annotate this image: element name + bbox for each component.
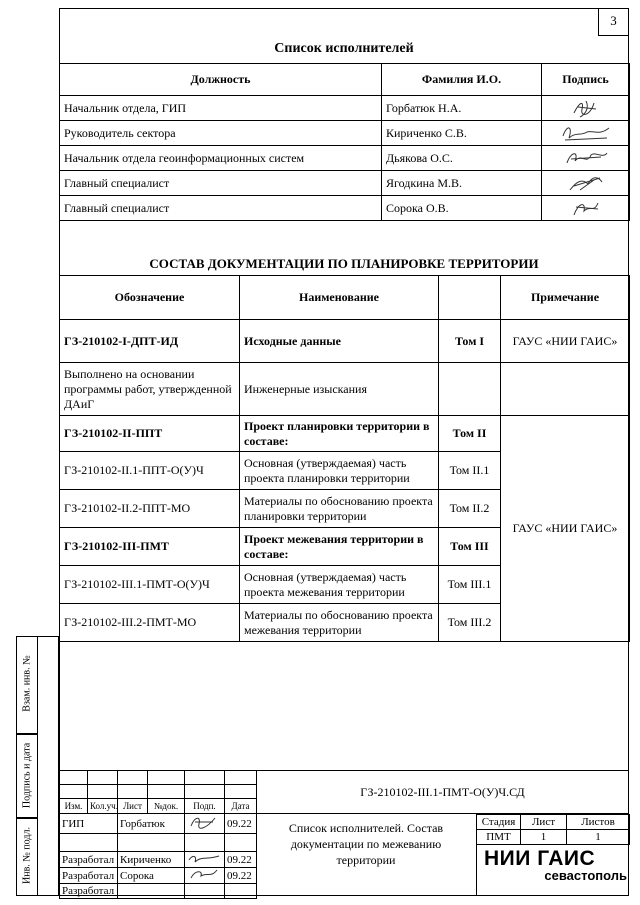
signature-image	[564, 172, 608, 194]
col-list: Лист	[118, 799, 148, 814]
volume-cell: Том III.1	[439, 566, 501, 604]
signature-cell	[542, 121, 630, 146]
designation-cell: ГЗ-210102-II-ППТ	[60, 416, 240, 452]
stamp-signature	[185, 852, 225, 868]
doc-name-cell: Основная (утверждаемая) часть проекта планировки территории	[240, 452, 439, 490]
header-designation: Обозначение	[60, 276, 240, 320]
doc-name-cell: Проект планировки территории в составе:	[240, 416, 439, 452]
designation-cell: ГЗ-210102-I-ДПТ-ИД	[60, 320, 240, 363]
table-row	[60, 363, 630, 416]
stamp-date: 09.22	[225, 814, 257, 834]
sheet-label: Лист	[521, 815, 567, 830]
org-city: севастополь	[544, 868, 627, 883]
doc-name-cell: Инженерные изыскания	[240, 363, 439, 416]
sheet-number: 3	[598, 8, 629, 36]
sheets-value: 1	[567, 830, 630, 845]
signature-cell	[542, 171, 630, 196]
designation-cell: ГЗ-210102-III-ПМТ	[60, 528, 240, 566]
designation-cell: ГЗ-210102-III.2-ПМТ-МО	[60, 604, 240, 642]
doc-name-cell: Основная (утверждаемая) часть проекта межевания территории	[240, 566, 439, 604]
stamp-date: 09.22	[225, 868, 257, 884]
volume-cell: Том II.2	[439, 490, 501, 528]
note-cell	[501, 363, 630, 416]
stamp-row	[60, 852, 257, 868]
side-strip-fill	[38, 636, 59, 896]
table-row	[60, 416, 630, 452]
volume-cell: Том II	[439, 416, 501, 452]
stamp-role: Разработал	[60, 884, 118, 899]
position-cell: Главный специалист	[60, 171, 382, 196]
stamp-role	[60, 834, 118, 852]
header-position: Должность	[60, 64, 382, 96]
signature-cell	[542, 196, 630, 221]
docs-title: СОСТАВ ДОКУМЕНТАЦИИ ПО ПЛАНИРОВКЕ ТЕРРИТОРИИ	[149, 256, 539, 271]
stamp-date: 09.22	[225, 852, 257, 868]
stamp-signature	[185, 868, 225, 884]
doc-name-cell: Материалы по обоснованию проекта межевания территории	[240, 604, 439, 642]
stamp-row	[60, 868, 257, 884]
col-date: Дата	[225, 799, 257, 814]
designation-cell: ГЗ-210102-II.1-ППТ-О(У)Ч	[60, 452, 240, 490]
col-izm: Изм.	[60, 799, 88, 814]
stamp-row	[60, 814, 257, 834]
note-cell: ГАУС «НИИ ГАИС»	[501, 320, 630, 363]
col-podp: Подп.	[185, 799, 225, 814]
col-doc: №док.	[148, 799, 185, 814]
podpis-label: Подпись и дата	[21, 742, 33, 809]
merged-note-cell: ГАУС «НИИ ГАИС»	[501, 416, 630, 642]
stamp-row	[60, 884, 257, 899]
designation-cell: ГЗ-210102-II.2-ППТ-МО	[60, 490, 240, 528]
stamp-role: Разработал	[60, 852, 118, 868]
signature-image	[566, 197, 606, 219]
table-row	[60, 121, 630, 146]
position-cell: Главный специалист	[60, 196, 382, 221]
stamp-code: ГЗ-210102-III.1-ПМТ-О(У)Ч.СД	[256, 770, 629, 814]
stamp-doc-title: Список исполнителей. Состав документации по межеванию территории	[288, 821, 444, 867]
stamp-signature	[185, 814, 225, 834]
signature-image	[566, 97, 606, 119]
signature-image	[187, 852, 221, 864]
header-volume	[439, 276, 501, 320]
doc-name-cell: Исходные данные	[240, 320, 439, 363]
stamp-date	[225, 834, 257, 852]
stage-value: ПМТ	[477, 830, 521, 845]
stamp-role: ГИП	[60, 814, 118, 834]
table-row	[60, 146, 630, 171]
vzam-label: Взам. инв. №	[21, 655, 33, 712]
header-note: Примечание	[501, 276, 630, 320]
name-cell: Ягодкина М.В.	[382, 171, 542, 196]
stamp-name: Кириченко	[118, 852, 185, 868]
stamp-date	[225, 884, 257, 899]
header-name: Фамилия И.О.	[382, 64, 542, 96]
performers-table	[59, 63, 630, 221]
inv-label: Инв. № подл.	[21, 827, 33, 884]
signature-cell	[542, 96, 630, 121]
stamp-left-table	[59, 770, 257, 899]
docs-table	[59, 275, 630, 642]
signature-image	[559, 122, 613, 144]
volume-cell	[439, 363, 501, 416]
header-signature: Подпись	[542, 64, 630, 96]
position-cell: Начальник отдела, ГИП	[60, 96, 382, 121]
stage-label: Стадия	[477, 815, 521, 830]
doc-name-cell: Проект межевания территории в составе:	[240, 528, 439, 566]
stamp-stage-table	[476, 814, 630, 845]
table-row	[60, 96, 630, 121]
sheets-label: Листов	[567, 815, 630, 830]
signature-cell	[542, 146, 630, 171]
org-main: НИИ ГАИС	[484, 847, 596, 870]
table-row	[60, 320, 630, 363]
volume-cell: Том III.2	[439, 604, 501, 642]
designation-cell: ГЗ-210102-III.1-ПМТ-О(У)Ч	[60, 566, 240, 604]
name-cell: Горбатюк Н.А.	[382, 96, 542, 121]
name-cell: Сорока О.В.	[382, 196, 542, 221]
sheet-value: 1	[521, 830, 567, 845]
stamp-name	[118, 884, 185, 899]
volume-cell: Том I	[439, 320, 501, 363]
position-cell: Начальник отдела геоинформационных систем	[60, 146, 382, 171]
position-cell: Руководитель сектора	[60, 121, 382, 146]
performers-title: Список исполнителей	[274, 41, 414, 56]
table-row	[60, 171, 630, 196]
stamp-row	[60, 834, 257, 852]
header-doc-name: Наименование	[240, 276, 439, 320]
stamp-name	[118, 834, 185, 852]
stamp-role: Разработал	[60, 868, 118, 884]
signature-image	[561, 147, 611, 169]
volume-cell: Том II.1	[439, 452, 501, 490]
designation-cell: Выполнено на основании программы работ, утвержденной ДАиГ	[60, 363, 240, 416]
signature-image	[187, 868, 221, 880]
org-logo	[484, 848, 629, 882]
doc-name-cell: Материалы по обоснованию проекта планировки территории	[240, 490, 439, 528]
name-cell: Кириченко С.В.	[382, 121, 542, 146]
table-row	[60, 196, 630, 221]
volume-cell: Том III	[439, 528, 501, 566]
name-cell: Дьякова О.С.	[382, 146, 542, 171]
signature-image	[187, 814, 221, 830]
stamp-name: Сорока	[118, 868, 185, 884]
col-kol: Кол.уч.	[88, 799, 118, 814]
stamp-name: Горбатюк	[118, 814, 185, 834]
